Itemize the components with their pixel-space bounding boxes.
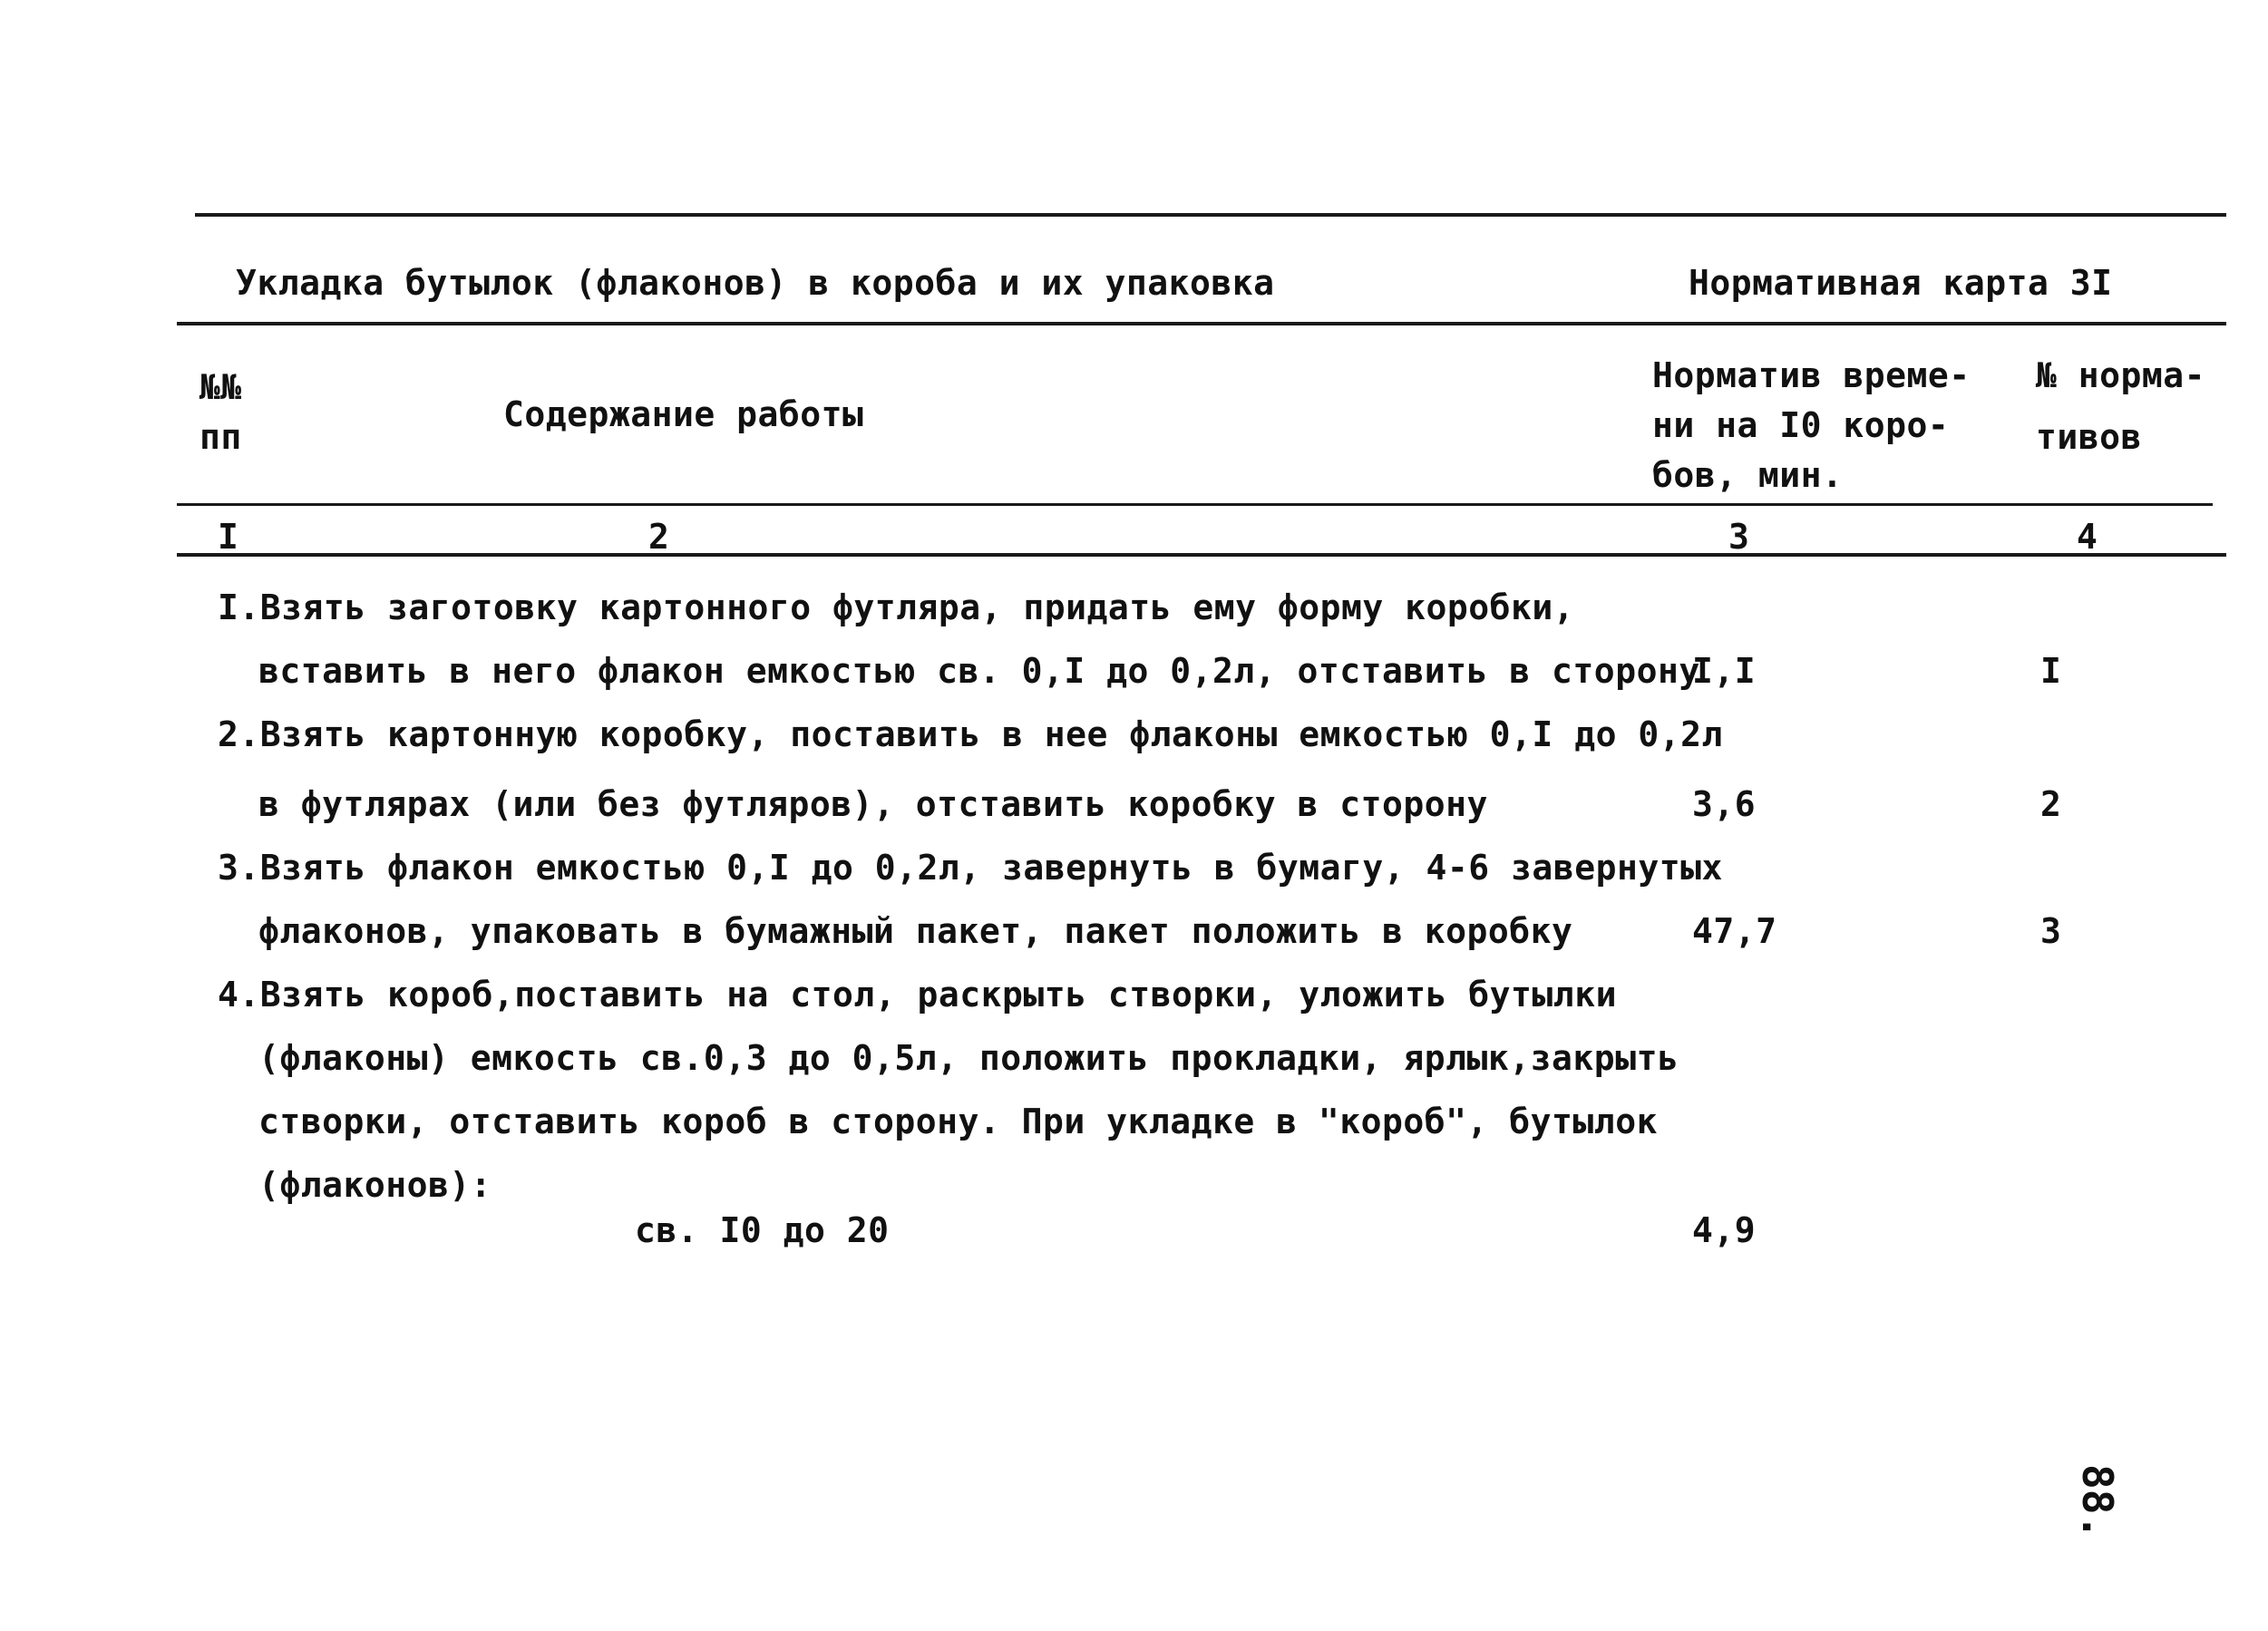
- col-content-header: Содержание работы: [503, 394, 864, 434]
- col-number-4: 4: [2077, 517, 2098, 557]
- row-3-ref: 3: [2040, 911, 2062, 951]
- row-3-line-2: флаконов, упаковать в бумажный пакет, пакет положить в коробку: [258, 911, 1573, 951]
- card-number: Нормативная карта 3I: [1689, 263, 2113, 303]
- row-1-line-2: вставить в него флакон емкостью св. 0,I до 0,2л, отставить в сторону: [258, 651, 1700, 691]
- row-4-norm: 4,9: [1692, 1210, 1757, 1250]
- col-ref-header-2: тивов: [2036, 417, 2142, 457]
- col-norm-header-1: Норматив време-: [1652, 355, 1971, 395]
- page-number: 88.: [2073, 1464, 2122, 1540]
- column-header-rule: [177, 503, 2213, 506]
- row-2-line-2: в футлярах (или без футляров), отставить коробку в сторону: [258, 784, 1488, 824]
- row-4-line-3: створки, отставить короб в сторону. При укладке в "короб", бутылок: [258, 1102, 1658, 1141]
- row-4-line-4: (флаконов):: [258, 1165, 492, 1205]
- document-title: Укладка бутылок (флаконов) в короба и их упаковка: [236, 263, 1275, 303]
- row-1-line-1: I.Взять заготовку картонного футляра, придать ему форму коробки,: [218, 587, 1575, 627]
- top-rule: [195, 213, 2226, 217]
- row-2-norm: 3,6: [1692, 784, 1757, 824]
- col-norm-header-3: бов, мин.: [1652, 455, 1844, 495]
- col-number-header-2: пп: [200, 417, 242, 457]
- col-number-3: 3: [1728, 517, 1750, 557]
- row-2-line-1: 2.Взять картонную коробку, поставить в нее флаконы емкостью 0,I до 0,2л: [218, 714, 1723, 754]
- col-number-1: I: [218, 517, 239, 557]
- col-ref-header-1: № норма-: [2036, 355, 2206, 395]
- row-4-line-1: 4.Взять короб,поставить на стол, раскрыть створки, уложить бутылки: [218, 975, 1617, 1015]
- row-4-line-2: (флаконы) емкость св.0,3 до 0,5л, положить прокладки, ярлык,закрыть: [258, 1038, 1679, 1078]
- row-3-line-1: 3.Взять флакон емкостью 0,I до 0,2л, завернуть в бумагу, 4-6 завернутых: [218, 848, 1723, 888]
- row-4-sub: св. I0 до 20: [635, 1210, 890, 1250]
- row-1-ref: I: [2040, 651, 2062, 691]
- col-number-2: 2: [648, 517, 670, 557]
- header-rule: [177, 322, 2226, 325]
- row-3-norm: 47,7: [1692, 911, 1777, 951]
- row-1-norm: I,I: [1692, 651, 1757, 691]
- col-number-header-1: №№: [200, 367, 242, 407]
- col-norm-header-2: ни на I0 коро-: [1652, 405, 1950, 445]
- column-numbers-rule: [177, 553, 2226, 557]
- row-2-ref: 2: [2040, 784, 2062, 824]
